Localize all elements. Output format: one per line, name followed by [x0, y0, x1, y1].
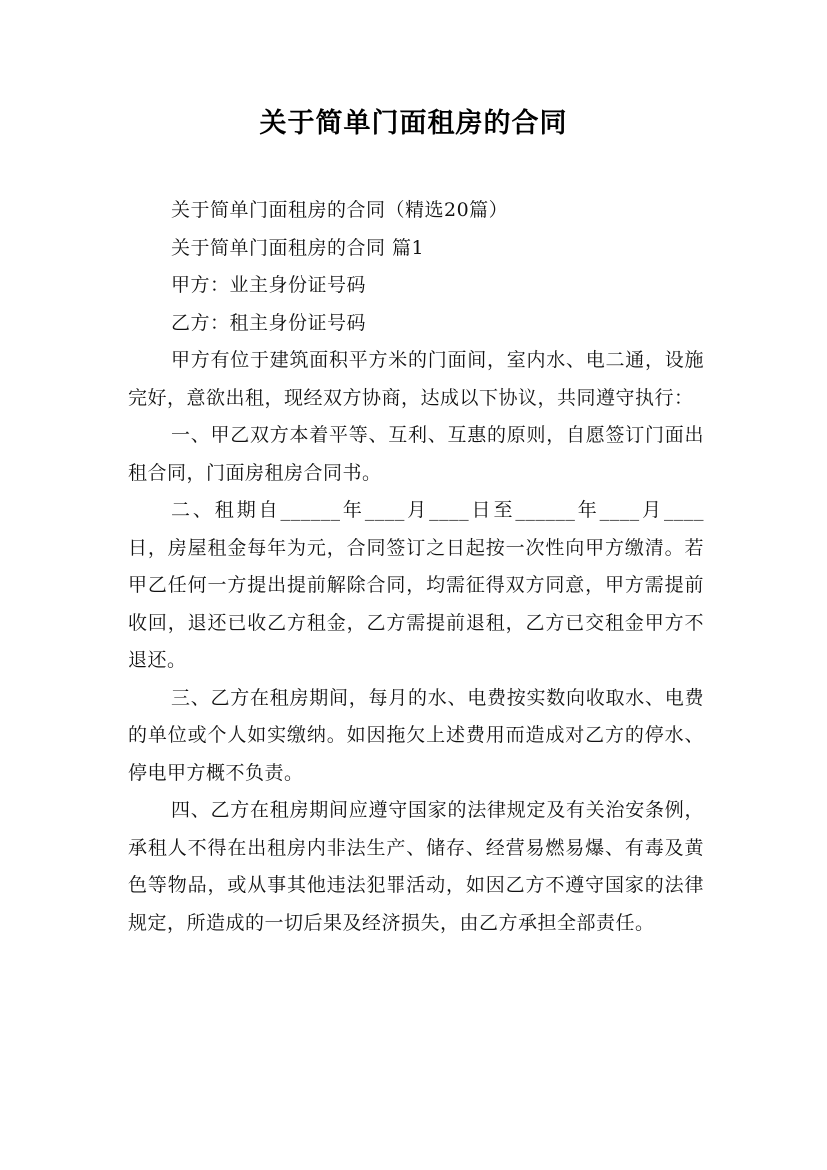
- document-title: 关于简单门面租房的合同: [259, 108, 568, 139]
- paragraph-clause-2: 二、租期自______年____月____日至______年____月____日，房屋租金每年为元，合同签订之日起按一次性向甲方缴清。若甲乙任何一方提出提前解除合同，均需征得双方同意，甲方需提前收回，退还已收乙方租金，乙方需提前退租，乙方已交租金甲方不退还。: [128, 499, 704, 671]
- paragraph-clause-3: 三、乙方在租房期间，每月的水、电费按实数向收取水、电费的单位或个人如实缴纳。如因拖欠上述费用而造成对乙方的停水、停电甲方概不负责。: [128, 686, 704, 784]
- paragraph-preamble: 甲方有位于建筑面积平方米的门面间，室内水、电二通，设施完好，意欲出租，现经双方协商，达成以下协议，共同遵守执行：: [128, 349, 704, 409]
- document-body: [128, 192, 704, 942]
- paragraph-clause-4: 四、乙方在租房期间应遵守国家的法律规定及有关治安条例，承租人不得在出租房内非法生产、储存、经营易燃易爆、有毒及黄色等物品，或从事其他违法犯罪活动，如因乙方不遵守国家的法律规定，所造成的一切后果及经济损失，由乙方承担全部责任。: [128, 799, 704, 934]
- paragraph-subtitle: 关于简单门面租房的合同（精选20篇）: [171, 199, 509, 221]
- paragraph-section-heading: 关于简单门面租房的合同 篇1: [171, 236, 425, 259]
- paragraph-party-b: 乙方：租主身份证号码: [171, 311, 367, 334]
- paragraph-clause-1: 一、甲乙双方本着平等、互利、互惠的原则，自愿签订门面出租合同，门面房租房合同书。: [128, 424, 704, 484]
- paragraph-party-a: 甲方：业主身份证号码: [171, 274, 367, 296]
